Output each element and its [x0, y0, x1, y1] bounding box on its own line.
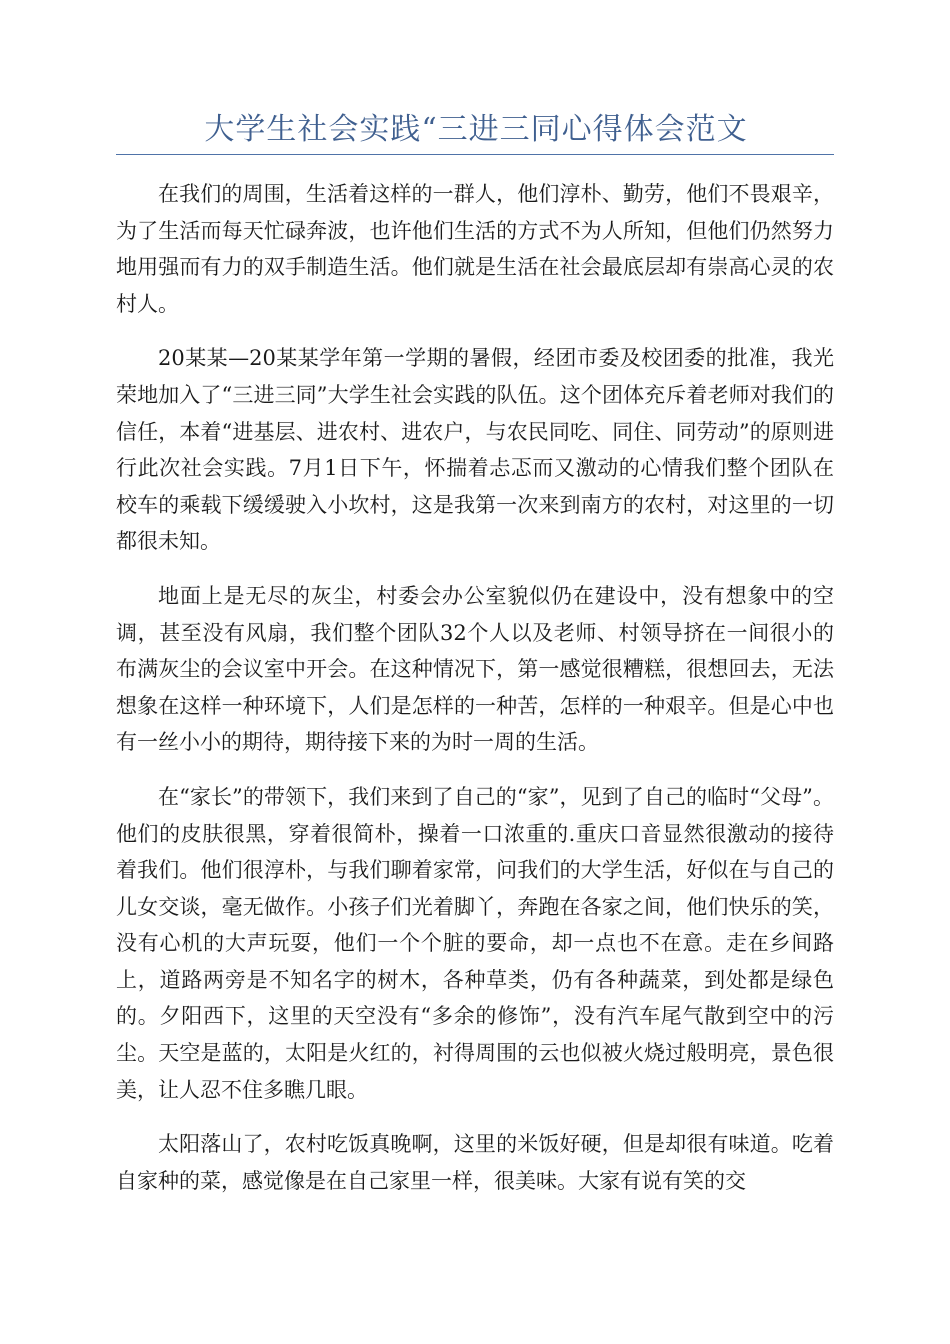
paragraph-4: 在“家长”的带领下，我们来到了自己的“家”，见到了自己的临时“父母”。他们的皮肤很黑，穿着很简朴，操着一口浓重的.重庆口音显然很激动的接待着我们。他们很淳朴，与我们聊着家常，问我们的大学生活，好似在与自己的儿女交谈，毫无做作。小孩子们光着脚丫，奔跑在各家之间，他们快乐的笑，没有心机的大声玩耍，他们一个个脏的要命，却一点也不在意。走在乡间路上，道路两旁是不知名字的树木，各种草类，仍有各种蔬菜，到处都是绿色的。夕阳西下，这里的天空没有“多余的修饰”，没有汽车尾气散到空中的污尘。天空是蓝的，太阳是火红的，衬得周围的云也似被火烧过般明亮，景色很美，让人忍不住多瞧几眼。 — [116, 784, 834, 1102]
paragraph-3: 地面上是无尽的灰尘，村委会办公室貌似仍在建设中，没有想象中的空调，甚至没有风扇，我们整个团队32个人以及老师、村领导挤在一间很小的布满灰尘的会议室中开会。在这种情况下，第一感觉很糟糕，很想回去，无法想象在这样一种环境下，人们是怎样的一种苦，怎样的一种艰辛。但是心中也有一丝小小的期待，期待接下来的为时一周的生活。 — [116, 583, 834, 755]
document-body — [116, 176, 834, 1217]
paragraph-1: 在我们的周围，生活着这样的一群人，他们淳朴、勤劳，他们不畏艰辛，为了生活而每天忙碌奔波，也许他们生活的方式不为人所知，但他们仍然努力地用强而有力的双手制造生活。他们就是生活在社会最底层却有崇高心灵的农村人。 — [116, 182, 834, 316]
title-underline — [116, 154, 834, 155]
paragraph-5: 太阳落山了，农村吃饭真晚啊，这里的米饭好硬，但是却很有味道。吃着自家种的菜，感觉像是在自己家里一样，很美味。大家有说有笑的交 — [116, 1132, 834, 1193]
paragraph-2: 20某某—20某某学年第一学期的暑假，经团市委及校团委的批准，我光荣地加入了“三进三同”大学生社会实践的队伍。这个团体充斥着老师对我们的信任，本着“进基层、进农村、进农户，与农民同吃、同住、同劳动”的原则进行此次社会实践。7月1日下午，怀揣着忐忑而又激动的心情我们整个团队在校车的乘载下缓缓驶入小坎村，这是我第一次来到南方的农村，对这里的一切都很未知。 — [116, 346, 834, 554]
document-title: 大学生社会实践“三进三同心得体会范文 — [204, 112, 748, 147]
